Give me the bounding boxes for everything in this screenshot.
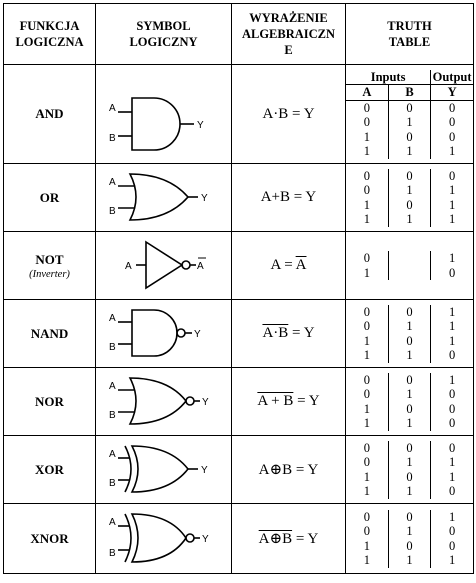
header-function: FUNKCJA LOGICZNA: [4, 4, 96, 65]
truth-table-row: [346, 510, 473, 525]
truth-table-cell: [346, 300, 474, 368]
algebraic-expression: $A = \overline{A}$: [232, 232, 346, 300]
not-gate-symbol: [96, 232, 232, 300]
truth-table-value: 1: [388, 387, 430, 402]
truth-table-value: 1: [448, 455, 456, 469]
truth-table-value: 1: [388, 212, 430, 227]
truth-table-value: 0: [448, 265, 456, 280]
truth-table: [346, 251, 473, 280]
truth-table-value: 0: [346, 441, 388, 456]
truth-table-row: [346, 198, 473, 213]
gate-name: OR: [4, 164, 96, 232]
pin-label: B: [109, 478, 116, 489]
pin-label: A: [125, 261, 132, 272]
truth-table-header-row: [346, 70, 473, 85]
truth-table-value: Inputs: [346, 70, 431, 85]
truth-table: [346, 70, 473, 159]
truth-table: [346, 510, 473, 568]
truth-table-value: 0: [388, 510, 430, 525]
truth-table-value: A: [346, 85, 388, 101]
truth-table-value: 0: [346, 115, 388, 130]
truth-table-value: 0: [448, 115, 456, 129]
truth-table-value: 1: [388, 115, 430, 130]
header-expression: WYRAŻENIE ALGEBRAICZN E: [232, 4, 346, 65]
truth-table-value: 0: [448, 387, 456, 401]
pin-label: Y: [202, 534, 209, 545]
truth-table-value: 0: [346, 455, 388, 470]
header-row: [4, 4, 474, 65]
truth-table-value: 1: [346, 348, 388, 363]
algebraic-expression: A⊕B = Y: [232, 504, 346, 574]
truth-table-row: [346, 169, 473, 184]
truth-table-value: 1: [346, 470, 388, 485]
truth-table-value: 1: [346, 416, 388, 431]
truth-table-value: 0: [448, 401, 456, 416]
xnor-gate-symbol: [96, 504, 232, 574]
truth-table-value: 0: [388, 470, 430, 485]
pin-label: A: [109, 103, 116, 114]
truth-table-row: [346, 539, 473, 554]
truth-table-row: [346, 416, 473, 431]
truth-table: [346, 441, 473, 499]
gate-row-or: [4, 164, 474, 232]
truth-table-value: 1: [448, 197, 456, 212]
truth-table-row: [346, 373, 473, 388]
truth-table-value: 1: [448, 469, 456, 484]
truth-table-value: 0: [346, 524, 388, 539]
truth-table-value: 0: [346, 251, 388, 266]
truth-table-value: 0: [448, 100, 456, 115]
truth-table-value: 0: [346, 183, 388, 198]
truth-table-value: 1: [388, 319, 430, 334]
gate-name: NAND: [4, 300, 96, 368]
truth-table-value: 1: [448, 553, 456, 567]
truth-table-value: [388, 251, 430, 266]
truth-table-row: [346, 470, 473, 485]
truth-table-value: 1: [346, 553, 388, 568]
truth-table-value: 1: [388, 455, 430, 470]
truth-table-value: [388, 266, 430, 281]
truth-table-value: 1: [346, 144, 388, 159]
gate-row-not: [4, 232, 474, 300]
truth-table-cell: [346, 232, 474, 300]
truth-table-value: 0: [388, 539, 430, 554]
truth-table-row: [346, 100, 473, 115]
truth-table-value: 1: [346, 484, 388, 499]
truth-table-value: Output: [432, 69, 472, 84]
algebraic-expression: A+B = Y: [232, 164, 346, 232]
truth-table-cell: [346, 436, 474, 504]
truth-table-row: [346, 455, 473, 470]
truth-table-value: 0: [448, 524, 456, 538]
truth-table-value: 0: [448, 484, 456, 498]
truth-table-row: [346, 305, 473, 320]
nor-gate-symbol: [96, 368, 232, 436]
pin-label: A: [109, 449, 116, 460]
truth-table-value: 1: [346, 198, 388, 213]
truth-table-value: 0: [448, 538, 456, 553]
truth-table-row: [346, 212, 473, 227]
truth-table-value: 0: [388, 402, 430, 417]
truth-table-value: B: [388, 85, 430, 101]
truth-table-value: 0: [448, 440, 456, 455]
gate-name: NOR: [4, 368, 96, 436]
and-gate-symbol: [96, 65, 232, 164]
truth-table-row: [346, 484, 473, 499]
truth-table-value: 0: [448, 348, 456, 362]
gate-name: XOR: [4, 436, 96, 504]
pin-label: Y: [201, 193, 208, 204]
gate-name: XNOR: [4, 504, 96, 574]
truth-table-value: 0: [346, 319, 388, 334]
pin-label: B: [109, 342, 116, 353]
truth-table-row: [346, 553, 473, 568]
truth-table-value: 0: [448, 168, 456, 183]
truth-table-value: 0: [346, 373, 388, 388]
truth-table-row: [346, 348, 473, 363]
truth-table-value: 1: [448, 144, 456, 158]
truth-table: [346, 169, 473, 227]
truth-table-cell: [346, 65, 474, 164]
truth-table: [346, 373, 473, 431]
truth-table-row: [346, 130, 473, 145]
truth-table-value: 0: [388, 100, 430, 115]
algebraic-expression: A⊕B = Y: [232, 436, 346, 504]
truth-table-value: 1: [346, 539, 388, 554]
truth-table: [346, 305, 473, 363]
truth-table-row: [346, 402, 473, 417]
truth-table-value: 1: [448, 509, 456, 524]
truth-table-value: 0: [388, 169, 430, 184]
truth-table-value: 1: [388, 348, 430, 363]
pin-label: A: [109, 177, 116, 188]
truth-table-value: 0: [448, 129, 456, 144]
truth-table-value: 0: [346, 169, 388, 184]
truth-table-value: 1: [346, 402, 388, 417]
truth-table-value: 0: [346, 305, 388, 320]
pin-label: B: [109, 133, 116, 144]
pin-label: B: [109, 206, 116, 217]
nand-gate-symbol: [96, 300, 232, 368]
truth-table-row: [346, 144, 473, 159]
truth-table-value: 0: [388, 305, 430, 320]
truth-table-value: 0: [388, 373, 430, 388]
truth-table-value: Y: [431, 85, 473, 101]
header-symbol: SYMBOL LOGICZNY: [96, 4, 232, 65]
truth-table-value: 1: [448, 212, 456, 226]
truth-table-row: [346, 319, 473, 334]
truth-table-cell: [346, 164, 474, 232]
pin-label: Y: [201, 465, 208, 476]
xor-gate-symbol: [96, 436, 232, 504]
gate-name: AND: [4, 65, 96, 164]
gate-subtitle: (Inverter): [29, 268, 70, 280]
pin-label: B: [109, 410, 116, 421]
gate-row-and: [4, 65, 474, 164]
gate-row-nor: [4, 368, 474, 436]
algebraic-expression: A·B = Y: [232, 300, 346, 368]
truth-table-cell: [346, 504, 474, 574]
truth-table-row: [346, 251, 473, 266]
truth-table-value: 1: [346, 266, 388, 281]
gate-row-xnor: [4, 504, 474, 574]
truth-table-row: [346, 441, 473, 456]
truth-table-value: 1: [346, 130, 388, 145]
truth-table-value: 0: [346, 100, 388, 115]
truth-table-value: 1: [388, 416, 430, 431]
truth-table-value: 1: [448, 319, 456, 333]
header-truth-table: TRUTH TABLE: [346, 4, 474, 65]
pin-label: Y: [202, 397, 209, 408]
pin-label: A: [197, 261, 204, 272]
truth-table-header-row: [346, 85, 473, 101]
truth-table-value: 0: [346, 387, 388, 402]
pin-label: Y: [197, 120, 204, 131]
truth-table-value: 1: [448, 333, 456, 348]
truth-table-row: [346, 334, 473, 349]
truth-table-value: 0: [388, 334, 430, 349]
pin-label: A: [109, 381, 116, 392]
gate-row-nand: [4, 300, 474, 368]
pin-label: A: [109, 313, 116, 324]
truth-table-value: 0: [388, 441, 430, 456]
truth-table-row: [346, 183, 473, 198]
truth-table-value: 1: [448, 251, 456, 265]
algebraic-expression: A·B = Y: [232, 65, 346, 164]
gate-name: NOT (Inverter): [4, 232, 96, 300]
truth-table-value: 1: [388, 183, 430, 198]
truth-table-value: 0: [388, 130, 430, 145]
truth-table-row: [346, 524, 473, 539]
truth-table-value: 1: [448, 372, 456, 387]
truth-table-row: [346, 115, 473, 130]
pin-label: Y: [194, 329, 201, 340]
truth-table-value: 1: [388, 484, 430, 499]
algebraic-expression: A + B = Y: [232, 368, 346, 436]
truth-table-value: 1: [346, 334, 388, 349]
truth-table-row: [346, 387, 473, 402]
truth-table-value: 1: [448, 304, 456, 319]
or-gate-symbol: [96, 164, 232, 232]
truth-table-value: 0: [448, 416, 456, 430]
pin-label: A: [109, 517, 116, 528]
truth-table-value: 0: [388, 198, 430, 213]
truth-table-value: 1: [448, 183, 456, 197]
truth-table-row: [346, 266, 473, 281]
gate-row-xor: [4, 436, 474, 504]
truth-table-value: 0: [346, 510, 388, 525]
truth-table-value: 1: [346, 212, 388, 227]
logic-gates-table: [3, 3, 474, 574]
truth-table-value: 1: [388, 144, 430, 159]
truth-table-cell: [346, 368, 474, 436]
truth-table-value: 1: [388, 553, 430, 568]
truth-table-value: 1: [388, 524, 430, 539]
pin-label: B: [109, 548, 116, 559]
